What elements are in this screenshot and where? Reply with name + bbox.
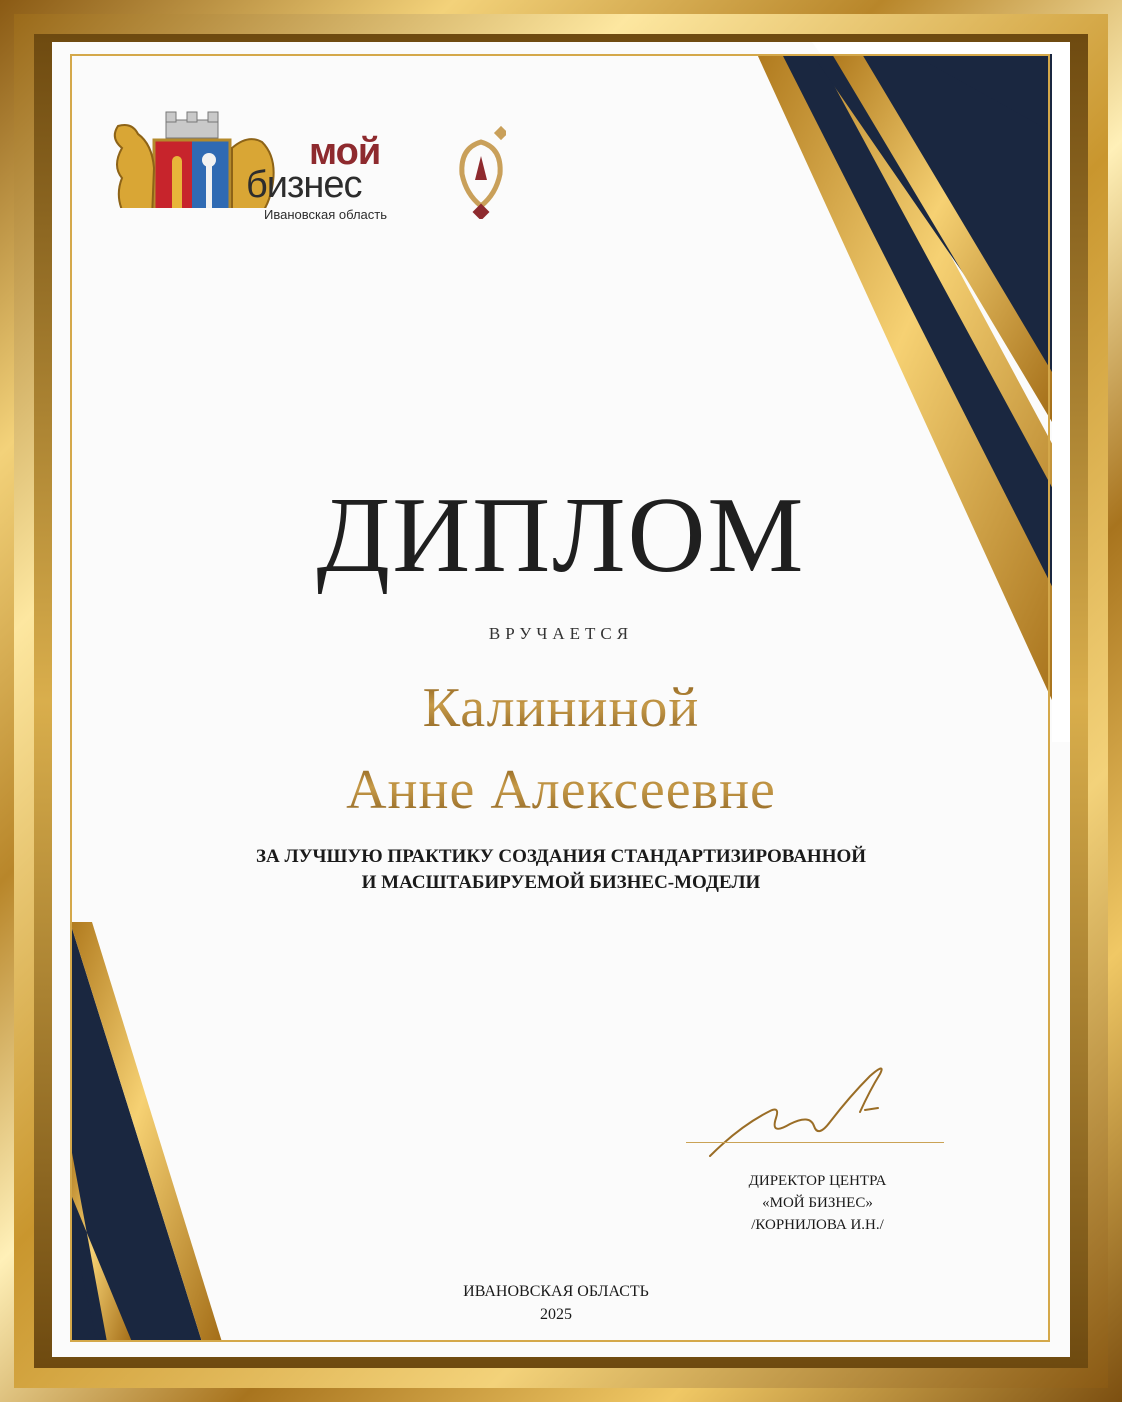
logo-region: Ивановская область xyxy=(264,207,387,222)
footer-year: 2025 xyxy=(540,1306,572,1323)
crown-icon xyxy=(166,112,218,138)
logo-line2: бизнес xyxy=(246,164,362,206)
recipient-given-names: Анне Алексеевне xyxy=(0,762,1122,818)
signatory-organization: «МОЙ БИЗНЕС» xyxy=(762,1195,873,1211)
award-reason-line2: И МАСШТАБИРУЕМОЙ БИЗНЕС-МОДЕЛИ xyxy=(361,872,761,893)
signatory-title: ДИРЕКТОР ЦЕНТРА xyxy=(748,1173,887,1189)
award-reason-line1: ЗА ЛУЧШУЮ ПРАКТИКУ СОЗДАНИЯ СТАНДАРТИЗИРОВАННОЙ xyxy=(255,846,867,867)
handwritten-signature xyxy=(700,1056,930,1166)
shield-torch-icon xyxy=(206,164,212,208)
lion-supporter-icon xyxy=(115,125,154,208)
heraldic-shield-icon xyxy=(154,140,230,208)
recipient-surname: Калининой xyxy=(0,680,1122,736)
diploma-title: ДИПЛОМ xyxy=(316,476,806,595)
logo-line1: мой xyxy=(309,131,381,173)
signature-line xyxy=(686,1142,944,1143)
awarded-to-label: ВРУЧАЕТСЯ xyxy=(488,624,634,643)
location-pin-logo-icon xyxy=(456,124,506,219)
shield-flame-icon xyxy=(172,156,182,208)
footer-region: ИВАНОВСКАЯ ОБЛАСТЬ xyxy=(463,1283,649,1300)
signatory-name: /КОРНИЛОВА И.Н./ xyxy=(751,1217,884,1233)
